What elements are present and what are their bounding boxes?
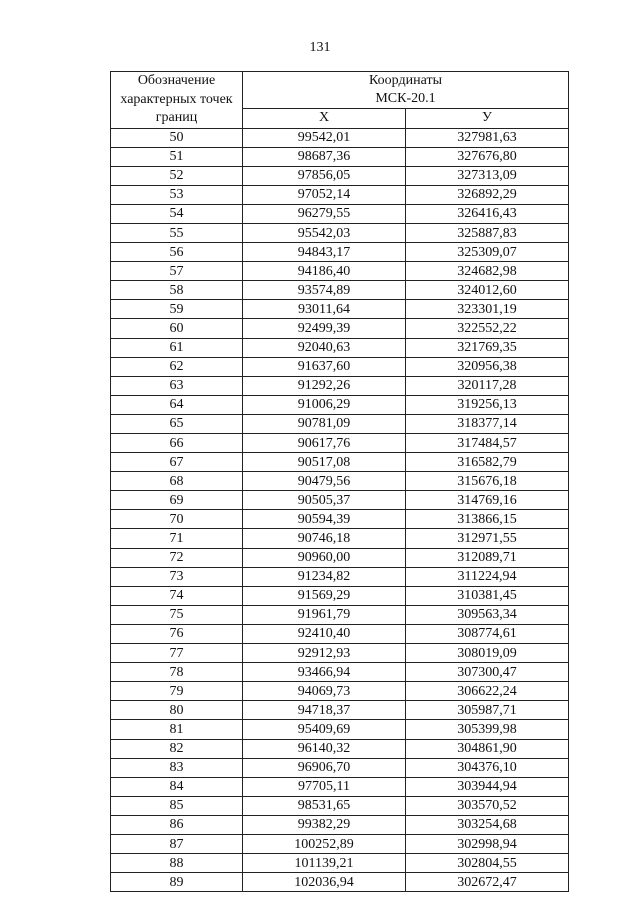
point-number-cell: 61 <box>111 338 243 357</box>
point-number-cell: 83 <box>111 758 243 777</box>
y-coordinate-cell: 316582,79 <box>406 453 569 472</box>
x-coordinate-cell: 90617,76 <box>243 434 406 453</box>
table-row <box>111 243 569 262</box>
y-coordinate-cell: 320956,38 <box>406 357 569 376</box>
x-coordinate-cell: 98687,36 <box>243 147 406 166</box>
x-coordinate-cell: 95542,03 <box>243 223 406 242</box>
point-number-cell: 50 <box>111 128 243 147</box>
y-coordinate-cell: 325309,07 <box>406 243 569 262</box>
x-coordinate-cell: 97052,14 <box>243 185 406 204</box>
point-number-cell: 64 <box>111 395 243 414</box>
table-row <box>111 834 569 853</box>
y-coordinate-cell: 323301,19 <box>406 300 569 319</box>
table-row <box>111 300 569 319</box>
point-number-cell: 74 <box>111 586 243 605</box>
y-coordinate-cell: 321769,35 <box>406 338 569 357</box>
table-row <box>111 204 569 223</box>
table-row <box>111 376 569 395</box>
table-row <box>111 644 569 663</box>
x-coordinate-cell: 90960,00 <box>243 548 406 567</box>
point-number-cell: 73 <box>111 567 243 586</box>
point-number-cell: 81 <box>111 720 243 739</box>
table-row <box>111 357 569 376</box>
table-row <box>111 185 569 204</box>
x-coordinate-cell: 92040,63 <box>243 338 406 357</box>
table-row <box>111 777 569 796</box>
page-number: 131 <box>309 40 331 55</box>
header-coordinates-title: Координаты <box>369 73 442 89</box>
point-number-cell: 63 <box>111 376 243 395</box>
point-number-cell: 60 <box>111 319 243 338</box>
y-coordinate-cell: 325887,83 <box>406 223 569 242</box>
point-number-cell: 78 <box>111 663 243 682</box>
table-row <box>111 567 569 586</box>
table-row <box>111 166 569 185</box>
table-row <box>111 319 569 338</box>
x-coordinate-cell: 90517,08 <box>243 453 406 472</box>
y-coordinate-cell: 326892,29 <box>406 185 569 204</box>
table-row <box>111 262 569 281</box>
x-coordinate-cell: 91292,26 <box>243 376 406 395</box>
x-coordinate-cell: 99382,29 <box>243 815 406 834</box>
header-coordinates <box>243 72 569 109</box>
x-coordinate-cell: 91006,29 <box>243 395 406 414</box>
y-coordinate-cell: 308774,61 <box>406 624 569 643</box>
x-coordinate-cell: 102036,94 <box>243 873 406 892</box>
x-coordinate-cell: 99542,01 <box>243 128 406 147</box>
x-coordinate-cell: 93011,64 <box>243 300 406 319</box>
table-row <box>111 701 569 720</box>
point-number-cell: 68 <box>111 472 243 491</box>
y-coordinate-cell: 309563,34 <box>406 605 569 624</box>
y-coordinate-cell: 302998,94 <box>406 834 569 853</box>
x-coordinate-cell: 97705,11 <box>243 777 406 796</box>
table-row <box>111 796 569 815</box>
table-row <box>111 510 569 529</box>
table-row <box>111 128 569 147</box>
y-coordinate-cell: 327676,80 <box>406 147 569 166</box>
point-number-cell: 55 <box>111 223 243 242</box>
x-coordinate-cell: 90594,39 <box>243 510 406 529</box>
table-row <box>111 758 569 777</box>
y-coordinate-cell: 304861,90 <box>406 739 569 758</box>
point-number-cell: 79 <box>111 682 243 701</box>
point-number-cell: 65 <box>111 414 243 433</box>
y-coordinate-cell: 313866,15 <box>406 510 569 529</box>
table-row <box>111 395 569 414</box>
point-number-cell: 80 <box>111 701 243 720</box>
y-coordinate-cell: 324682,98 <box>406 262 569 281</box>
point-number-cell: 53 <box>111 185 243 204</box>
table-row <box>111 147 569 166</box>
point-number-cell: 56 <box>111 243 243 262</box>
y-coordinate-cell: 327313,09 <box>406 166 569 185</box>
x-coordinate-cell: 93466,94 <box>243 663 406 682</box>
x-coordinate-cell: 96140,32 <box>243 739 406 758</box>
point-number-cell: 71 <box>111 529 243 548</box>
table-row <box>111 663 569 682</box>
x-coordinate-cell: 92912,93 <box>243 644 406 663</box>
point-number-cell: 85 <box>111 796 243 815</box>
point-number-cell: 62 <box>111 357 243 376</box>
x-coordinate-cell: 90781,09 <box>243 414 406 433</box>
table-row <box>111 491 569 510</box>
table-row <box>111 624 569 643</box>
table-row <box>111 281 569 300</box>
y-coordinate-cell: 305987,71 <box>406 701 569 720</box>
coordinates-table <box>110 71 569 892</box>
point-number-cell: 77 <box>111 644 243 663</box>
y-coordinate-cell: 318377,14 <box>406 414 569 433</box>
point-number-cell: 76 <box>111 624 243 643</box>
x-coordinate-cell: 95409,69 <box>243 720 406 739</box>
point-number-cell: 59 <box>111 300 243 319</box>
table-row <box>111 472 569 491</box>
header-coordinate-system: МСК-20.1 <box>375 91 436 107</box>
x-coordinate-cell: 101139,21 <box>243 854 406 873</box>
point-number-cell: 51 <box>111 147 243 166</box>
table-row <box>111 414 569 433</box>
header-y: У <box>406 109 569 128</box>
y-coordinate-cell: 312089,71 <box>406 548 569 567</box>
y-coordinate-cell: 315676,18 <box>406 472 569 491</box>
point-number-cell: 54 <box>111 204 243 223</box>
point-number-cell: 52 <box>111 166 243 185</box>
point-number-cell: 86 <box>111 815 243 834</box>
y-coordinate-cell: 310381,45 <box>406 586 569 605</box>
y-coordinate-cell: 303254,68 <box>406 815 569 834</box>
point-number-cell: 75 <box>111 605 243 624</box>
table-row <box>111 434 569 453</box>
point-number-cell: 57 <box>111 262 243 281</box>
table-header <box>111 72 569 129</box>
x-coordinate-cell: 91234,82 <box>243 567 406 586</box>
point-number-cell: 88 <box>111 854 243 873</box>
y-coordinate-cell: 324012,60 <box>406 281 569 300</box>
table-row <box>111 815 569 834</box>
x-coordinate-cell: 94186,40 <box>243 262 406 281</box>
x-coordinate-cell: 94718,37 <box>243 701 406 720</box>
point-number-cell: 69 <box>111 491 243 510</box>
table-row <box>111 854 569 873</box>
y-coordinate-cell: 311224,94 <box>406 567 569 586</box>
y-coordinate-cell: 305399,98 <box>406 720 569 739</box>
table-row <box>111 720 569 739</box>
point-number-cell: 84 <box>111 777 243 796</box>
x-coordinate-cell: 97856,05 <box>243 166 406 185</box>
table-row <box>111 529 569 548</box>
header-point-designation: Обозначение характерных точек границ <box>111 72 243 129</box>
point-number-cell: 58 <box>111 281 243 300</box>
table-row <box>111 739 569 758</box>
table-row <box>111 682 569 701</box>
y-coordinate-cell: 320117,28 <box>406 376 569 395</box>
point-number-cell: 87 <box>111 834 243 853</box>
y-coordinate-cell: 302804,55 <box>406 854 569 873</box>
x-coordinate-cell: 90479,56 <box>243 472 406 491</box>
x-coordinate-cell: 94069,73 <box>243 682 406 701</box>
point-number-cell: 67 <box>111 453 243 472</box>
x-coordinate-cell: 90746,18 <box>243 529 406 548</box>
table-row <box>111 548 569 567</box>
table-row <box>111 223 569 242</box>
point-number-cell: 82 <box>111 739 243 758</box>
x-coordinate-cell: 94843,17 <box>243 243 406 262</box>
x-coordinate-cell: 92410,40 <box>243 624 406 643</box>
y-coordinate-cell: 326416,43 <box>406 204 569 223</box>
y-coordinate-cell: 317484,57 <box>406 434 569 453</box>
y-coordinate-cell: 308019,09 <box>406 644 569 663</box>
x-coordinate-cell: 98531,65 <box>243 796 406 815</box>
header-x: X <box>243 109 406 128</box>
y-coordinate-cell: 314769,16 <box>406 491 569 510</box>
y-coordinate-cell: 303570,52 <box>406 796 569 815</box>
y-coordinate-cell: 327981,63 <box>406 128 569 147</box>
point-number-cell: 89 <box>111 873 243 892</box>
x-coordinate-cell: 100252,89 <box>243 834 406 853</box>
table-row <box>111 586 569 605</box>
x-coordinate-cell: 92499,39 <box>243 319 406 338</box>
x-coordinate-cell: 91569,29 <box>243 586 406 605</box>
x-coordinate-cell: 93574,89 <box>243 281 406 300</box>
y-coordinate-cell: 304376,10 <box>406 758 569 777</box>
table-row <box>111 338 569 357</box>
x-coordinate-cell: 90505,37 <box>243 491 406 510</box>
point-number-cell: 66 <box>111 434 243 453</box>
table-row <box>111 873 569 892</box>
table-row <box>111 605 569 624</box>
x-coordinate-cell: 91637,60 <box>243 357 406 376</box>
x-coordinate-cell: 91961,79 <box>243 605 406 624</box>
y-coordinate-cell: 302672,47 <box>406 873 569 892</box>
x-coordinate-cell: 96279,55 <box>243 204 406 223</box>
x-coordinate-cell: 96906,70 <box>243 758 406 777</box>
y-coordinate-cell: 307300,47 <box>406 663 569 682</box>
y-coordinate-cell: 322552,22 <box>406 319 569 338</box>
y-coordinate-cell: 306622,24 <box>406 682 569 701</box>
y-coordinate-cell: 303944,94 <box>406 777 569 796</box>
y-coordinate-cell: 312971,55 <box>406 529 569 548</box>
table-row <box>111 453 569 472</box>
point-number-cell: 72 <box>111 548 243 567</box>
point-number-cell: 70 <box>111 510 243 529</box>
table-body <box>111 128 569 892</box>
y-coordinate-cell: 319256,13 <box>406 395 569 414</box>
